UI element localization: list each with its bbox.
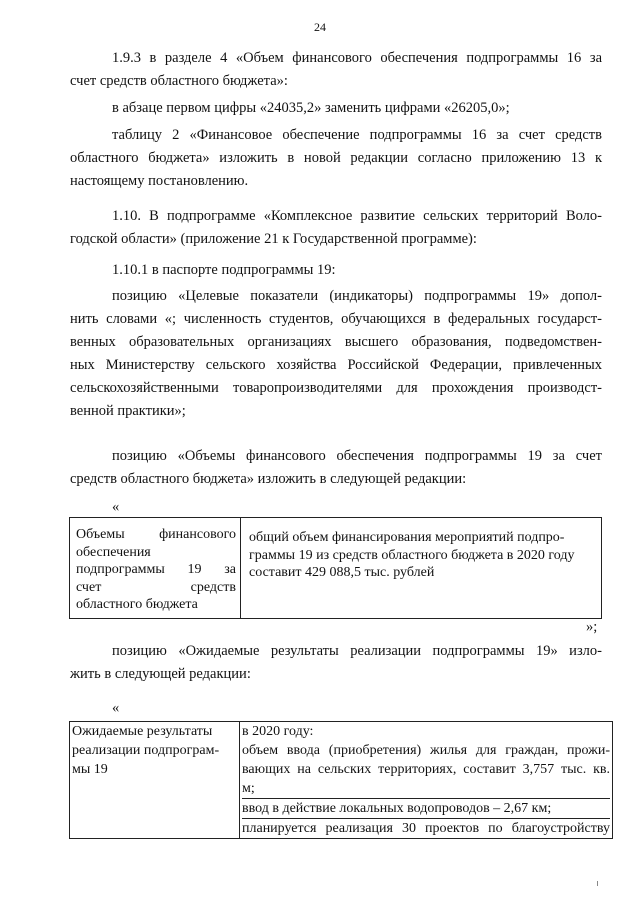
text-line: средств областного бюджета» изложить в следующей редакции: <box>70 471 467 487</box>
text-line: жить в следующей редакции: <box>70 666 251 682</box>
text-line: настоящему постановлению. <box>70 173 249 189</box>
text-line: венной практики»; <box>70 403 186 419</box>
financing-table <box>69 517 602 619</box>
text-line: областного бюджета» изложить в новой редакции согласно приложению 13 к <box>70 150 602 166</box>
paragraph-1-9-3 <box>70 47 602 93</box>
cell-line: подпрограммы 19 за <box>76 562 236 577</box>
cell-line: планируется реализация 30 проектов по благоустройству <box>242 821 610 836</box>
paragraph-1-10-1: 1.10.1 в паспорте подпрограммы 19: <box>112 262 336 278</box>
close-quote: »; <box>586 619 598 635</box>
cell-line: м; <box>242 779 610 799</box>
scan-speck <box>597 881 598 886</box>
open-quote: « <box>112 499 120 515</box>
cell-line: объем ввода (приобретения) жилья для граждан, прожи- <box>242 743 610 758</box>
cell-line: Ожидаемые результаты <box>72 724 213 739</box>
table-cell-label <box>70 518 241 619</box>
cell-line: общий объем финансирования мероприятий подпро- <box>249 530 565 545</box>
text-line: годской области» (приложение 21 к Государственной программе): <box>70 231 477 247</box>
paragraph-abzac: в абзаце первом цифры «24035,2» заменить цифрами «26205,0»; <box>112 100 510 116</box>
text-line: ных Министерству сельского хозяйства Российской Федерации, привлеченных <box>70 357 602 373</box>
paragraph-volumes <box>70 445 602 491</box>
table-cell-label <box>70 722 240 839</box>
table-row <box>70 722 613 839</box>
paragraph-results <box>70 640 602 686</box>
text-line: позицию «Целевые показатели (индикаторы) подпрограммы 19» допол- <box>112 288 602 304</box>
text-line: 1.9.3 в разделе 4 «Объем финансового обеспечения подпрограммы 16 за <box>112 50 602 66</box>
cell-line: счет средств <box>76 579 236 595</box>
text-line: позицию «Объемы финансового обеспечения подпрограммы 19 за счет <box>112 448 602 464</box>
cell-line: обеспечения <box>76 544 151 560</box>
table-cell-value <box>241 518 602 619</box>
cell-line: мы 19 <box>72 762 108 777</box>
cell-line: областного бюджета <box>76 597 198 612</box>
paragraph-indicators <box>70 285 602 423</box>
text-line: сельскохозяйственными товаропроизводителями для прохождения производст- <box>70 380 602 396</box>
text-line: позицию «Ожидаемые результаты реализации подпрограммы 19» изло- <box>112 643 602 659</box>
table-cell-value <box>240 722 613 839</box>
text-line: 1.10. В подпрограмме «Комплексное развитие сельских территорий Воло- <box>112 208 602 224</box>
cell-line: в 2020 году: <box>242 724 314 739</box>
open-quote: « <box>112 700 120 716</box>
text-line: венных образовательных организациях высшего образования, подведомствен- <box>70 334 602 350</box>
results-table <box>69 721 613 839</box>
cell-line: граммы 19 из средств областного бюджета в 2020 году <box>249 547 575 563</box>
text-line: нить словами «; численность студентов, обучающихся в федеральных государст- <box>70 311 602 327</box>
cell-line: реализации подпрограм- <box>72 743 220 758</box>
cell-line: ввод в действие локальных водопроводов – 2,67 км; <box>242 799 610 819</box>
cell-line: вающих на сельских территориях, составит 3,757 тыс. кв. <box>242 762 610 777</box>
page-number: 24 <box>314 20 326 34</box>
text-line: счет средств областного бюджета»: <box>70 73 288 89</box>
text-line: таблицу 2 «Финансовое обеспечение подпрограммы 16 за счет средств <box>112 127 602 143</box>
paragraph-table-2 <box>70 124 602 193</box>
cell-line: Объемы финансового <box>76 527 236 542</box>
paragraph-1-10 <box>70 205 602 251</box>
table-row <box>70 518 602 619</box>
cell-line: составит 429 088,5 тыс. рублей <box>249 565 435 580</box>
